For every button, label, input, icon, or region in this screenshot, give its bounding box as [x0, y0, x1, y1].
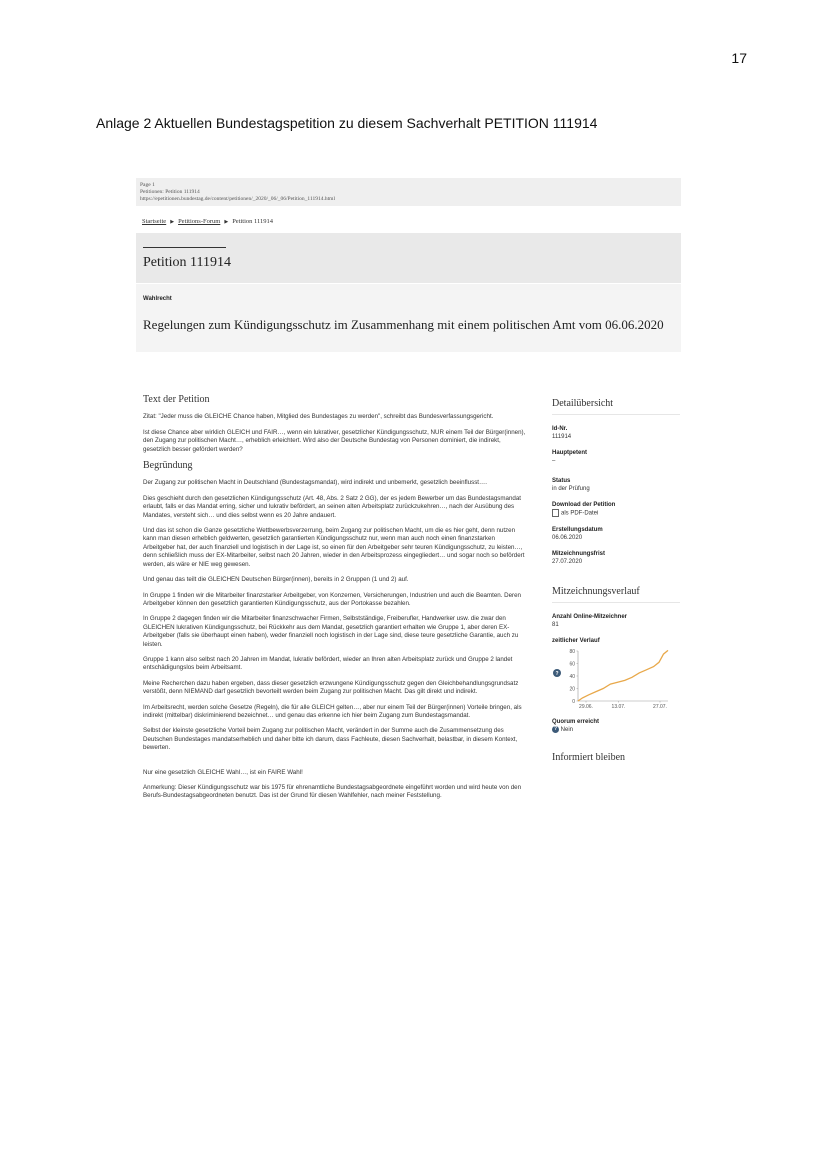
created-value: 06.06.2020 [552, 534, 583, 541]
status-value: in der Prüfung [552, 486, 590, 492]
y-tick-label: 60 [569, 661, 575, 668]
zeitlich-label: zeitlicher Verlauf [552, 637, 600, 644]
petition-screenshot [136, 178, 681, 1020]
print-header-line: Page 1 [140, 182, 155, 188]
y-tick-label: 20 [569, 686, 575, 693]
file-icon [552, 509, 559, 517]
begruendung-paragraph: Selbst der kleinste gesetzliche Vorteil beim Zugang zur politischen Macht, verändert in der Summe auch die Zusammensetzung des Deutschen Bundestages mandatserheblich und daher bitte ich darum, dass Fachleute, diesen Sachverhalt, belastbar, in diesem Kontext, bewerten. [143, 727, 518, 752]
sidebar [552, 396, 680, 778]
informiert-heading: Informiert bleiben [552, 751, 626, 763]
begruendung-paragraph: In Gruppe 1 finden wir die Mitarbeiter finanzstarker Arbeitgeber, von Konzernen, Versicherungen, Industrien und auch die Beamten. Deren Arbeitgeber können den gesetzlich garantierten Kündigungsschutz, aus der Portokasse bezahlen. [143, 591, 522, 607]
print-header [136, 178, 681, 206]
title-divider [143, 247, 226, 248]
deadline-value: 27.07.2020 [552, 558, 583, 565]
begruendung-paragraph: Dies geschieht durch den gesetzlichen Kündigungsschutz (Art. 48, Abs. 2 Satz 2 GG), der es jedem Bewerber um das Bundestagsmandat erlaubt, falls er das Mandat erring, sicher und lukrativ befördert, an seinen alten Arbeitsplatz zurückzukehren…, nach der Ausübung des Mandates, versteht sich… und dies selbst wenn es 20 Jahre andauert. [143, 494, 521, 519]
breadcrumb-separator-icon: ▶ [224, 220, 229, 225]
signature-chart-svg [552, 647, 672, 711]
signature-line [578, 650, 668, 701]
breadcrumb-separator-icon: ▶ [170, 220, 175, 225]
begruendung-paragraph: Im Arbeitsrecht, werden solche Gesetze (Regeln), die für alle GLEICH gelten…, aber nur einem Teil der Bürger(innen) Vorteile bringen, als indirekt (mittelbar) diskriminierend bezeichnet… und genau das erkenne ich hier beim Zugang zum Bundestagsmandat. [143, 703, 522, 719]
begruendung-paragraph: Der Zugang zur politischen Macht in Deutschland (Bundestagsmandat), wird indirekt und unbemerkt, gesetzlich beeinflusst…. [143, 479, 487, 487]
begruendung-paragraph: In Gruppe 2 dagegen finden wir die Mitarbeiter finanzschwacher Firmen, Selbstständige, Freiberufler, Handwerker usw. die zwar den GLEICHEN lukrativen Kündigungsschutz, bei Rückkehr aus dem Mandat, gesetzlich garantiert erhalten wie Gruppe 1, aber deren EX-Arbeitgeber (falls sie überhaupt einen haben), weder finanziell noch logistisch in der Lage sind, diese teure gesetzliche Garantie, auch zu leisten. [143, 615, 519, 648]
y-tick-label: 80 [569, 648, 575, 655]
petition-main-content [143, 396, 528, 808]
begruendung-paragraph: Anmerkung: Dieser Kündigungsschutz war bis 1975 für ehrenamtliche Bundestagsabgeordnete eingeführt worden und wird heute von den Berufs-Bundestagsabgeordneten benutzt. Das ist der Grund für diesen Wahlfehler, nach meiner Feststellung. [143, 784, 522, 800]
y-tick-label: 40 [569, 673, 575, 680]
detail-heading: Detailübersicht [552, 400, 680, 415]
petent-label: Hauptpetent [552, 450, 587, 456]
x-tick-label: 29.06. [579, 703, 593, 710]
anlage-heading: Anlage 2 Aktuellen Bundestagspetition zu diesem Sachverhalt PETITION 111914 [96, 115, 598, 131]
petition-subject: Regelungen zum Kündigungsschutz im Zusammenhang mit einem politischen Amt vom 06.06.2020 [143, 317, 664, 332]
help-icon[interactable]: ? [553, 725, 558, 732]
download-label: Download der Petition [552, 502, 616, 508]
x-tick-label: 27.07. [653, 703, 667, 710]
quorum-label: Quorum erreicht [552, 718, 600, 725]
begruendung-paragraph: Nur eine gesetzlich GLEICHE Wahl…, ist ein FAIRE Wahl! [143, 768, 303, 776]
begruendung-heading: Begründung [143, 460, 193, 472]
petent-value: – [552, 458, 556, 464]
id-value: 111914 [552, 434, 572, 440]
id-label: Id-Nr. [552, 426, 568, 432]
title-box [136, 233, 681, 283]
begruendung-paragraph: Gruppe 1 kann also selbst nach 20 Jahren im Mandat, lukrativ befördert, wieder an Ihren alten Arbeitsplatz zurück und Gruppe 2 landet entschädigungslos beim Arbeitsamt. [143, 655, 513, 672]
topic-box [136, 284, 681, 352]
deadline-label: Mitzeichnungsfrist [552, 550, 606, 557]
print-header-line: Petitionen: Petition 111914 [140, 189, 200, 195]
breadcrumb-current: Petition 111914 [232, 218, 274, 225]
download-pdf-link[interactable] [552, 509, 680, 518]
page-number: 17 [731, 50, 747, 66]
breadcrumb [136, 218, 681, 225]
verlauf-heading: Mitzeichnungsverlauf [552, 588, 680, 603]
online-value: 81 [552, 621, 559, 628]
x-tick-label: 13.07. [611, 703, 626, 710]
text-heading: Text der Petition [143, 394, 210, 405]
begruendung-paragraph: Meine Recherchen dazu haben ergeben, dass dieser gesetzlich erzwungene Kündigungsschutz gegen den Gleichbehandlungsgrundsatz verstößt, denn NIEMAND darf gesetzlich bevorteilt werden beim Zugang zur politischen Macht. Das gilt direkt und indirekt. [143, 679, 519, 696]
text-paragraph: Zitat: "Jeder muss die GLEICHE Chance haben, Mitglied des Bundestages zu werden", schreibt das Bundesverfassungsgericht. [143, 413, 494, 421]
status-label: Status [552, 478, 571, 484]
y-tick-label: 0 [572, 698, 575, 705]
begruendung-paragraph: Und das ist schon die Ganze gesetzliche Wettbewerbsverzerrung, beim Zugang zur politischen Macht, um die es hier geht, denn nutzen kann man diesen erheblich geldwerten, gesetzlich garantierten Kündigungsschutz nur, wenn man auch noch einen finanzstarken Arbeitgeber hat, der auch finanziell und logistisch in der Lage ist, so einen für den Arbeitgeber sehr teuren Kündigungsschutz, zu leisten…, denn schließlich muss der EX-Mitarbeiter, selbst nach 20 Jahren, wieder in den Arbeitsprozess eingegliedert… und sogar noch so befördert werden, als wäre er NIE weg gewesen. [143, 527, 525, 568]
chart-help-icon-glyph: ? [555, 670, 559, 677]
download-link-text[interactable]: als PDF-Datei [561, 510, 599, 517]
created-label: Erstellungsdatum [552, 526, 603, 533]
begruendung-paragraph: Und genau das teilt die GLEICHEN Deutschen Bürger(innen), bereits in 2 Gruppen (1 und 2) auf. [143, 576, 409, 584]
online-label: Anzahl Online-Mitzeichner [552, 613, 628, 620]
signature-chart [552, 647, 680, 714]
text-paragraph: Ist diese Chance aber wirklich GLEICH und FAIR…, wenn ein lukrativer, gesetzlicher Kündigungsschutz, NUR einem Teil der Bürger(innen), den Zugang zur politischen Macht…, erheblich erleichtert. Wird also der Deutsche Bundestag von Personen dominiert, die indirekt, gesetzlich besser gefördert werden? [143, 428, 526, 453]
print-header-url: https://epetitionen.bundestag.de/content/petitionen/_2020/_06/_06/Petition_111914.html [140, 196, 335, 202]
breadcrumb-home-link[interactable]: Startseite [142, 218, 167, 225]
breadcrumb-forum-link[interactable]: Petitions-Forum [178, 218, 221, 225]
petition-category: Wahlrecht [143, 296, 172, 302]
petition-title: Petition 111914 [143, 255, 232, 270]
quorum-value: Nein [560, 726, 574, 733]
